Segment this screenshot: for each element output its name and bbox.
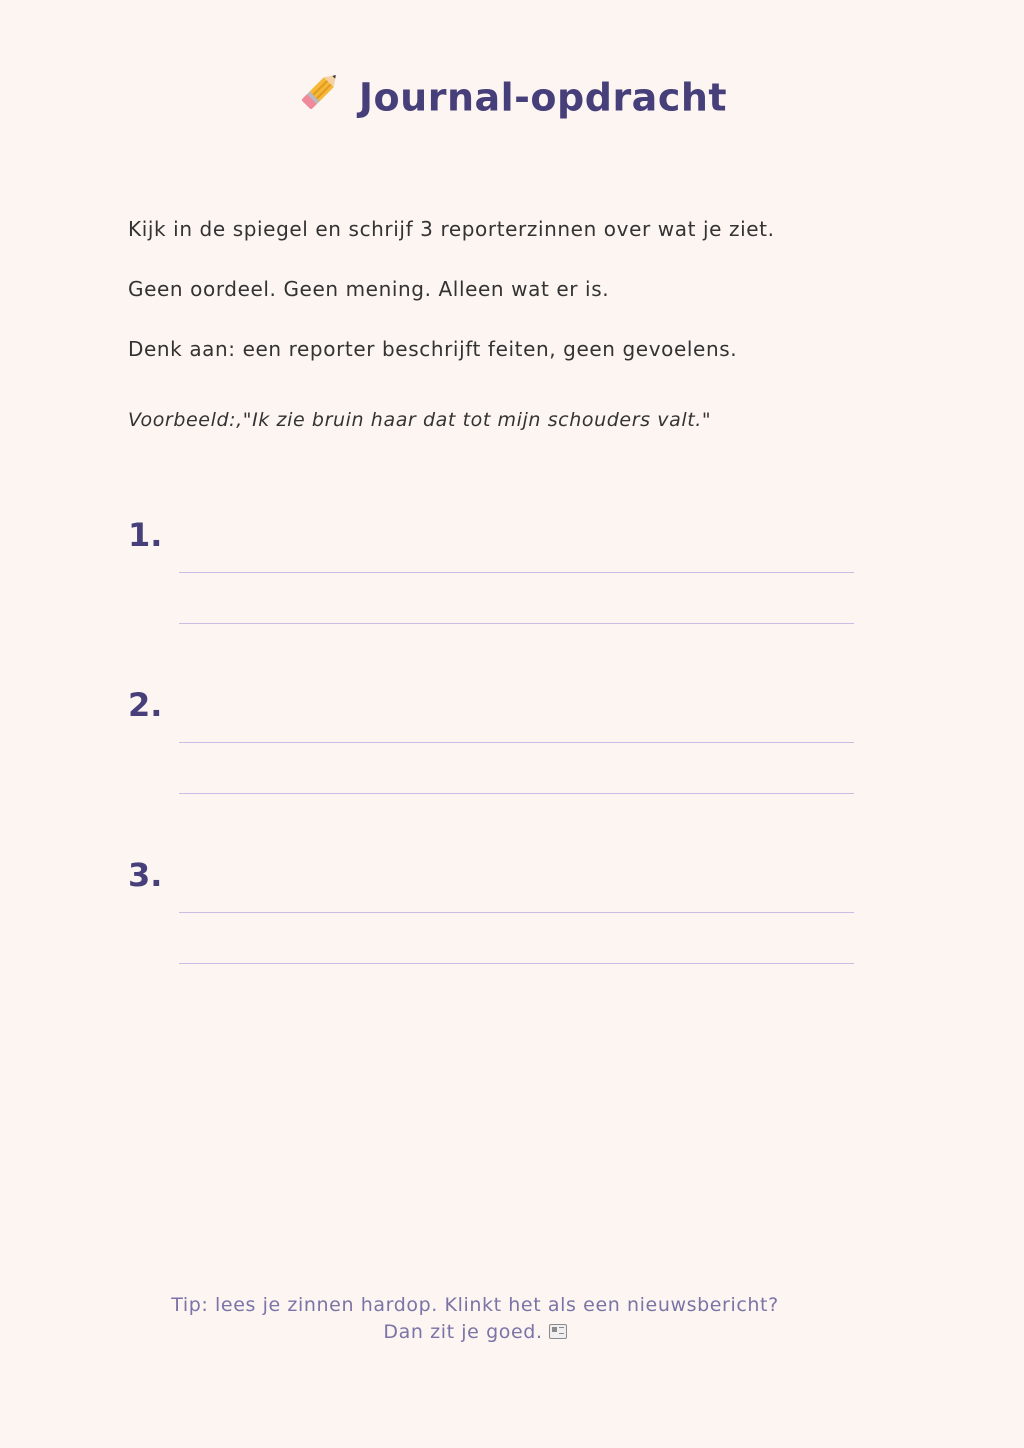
page-title	[0, 72, 1024, 123]
intro-line-3: Denk aan: een reporter beschrijft feiten, geen gevoelens.	[128, 337, 738, 361]
answer-item-2	[128, 686, 856, 806]
writing-line[interactable]	[179, 742, 854, 743]
item-number: 3.	[128, 856, 163, 894]
writing-line[interactable]	[179, 623, 854, 624]
item-number: 2.	[128, 686, 163, 724]
intro-line-2: Geen oordeel. Geen mening. Alleen wat er is.	[128, 277, 610, 301]
pencil-icon	[297, 66, 345, 123]
writing-line[interactable]	[179, 793, 854, 794]
answer-item-1	[128, 516, 856, 636]
example-sentence: Voorbeeld:,"Ik zie bruin haar dat tot mijn schouders valt."	[128, 409, 712, 431]
writing-line[interactable]	[179, 963, 854, 964]
answer-item-3	[128, 856, 856, 976]
page-title-text: Journal-opdracht	[358, 75, 728, 120]
footer-tip	[150, 1292, 800, 1346]
footer-tip-text: Tip: lees je zinnen hardop. Klinkt het als een nieuwsbericht? Dan zit je goed.	[171, 1294, 779, 1343]
writing-line[interactable]	[179, 912, 854, 913]
item-number: 1.	[128, 516, 163, 554]
writing-line[interactable]	[179, 572, 854, 573]
intro-line-1: Kijk in de spiegel en schrijf 3 reporterzinnen over wat je ziet.	[128, 217, 775, 241]
newspaper-icon	[549, 1324, 567, 1339]
